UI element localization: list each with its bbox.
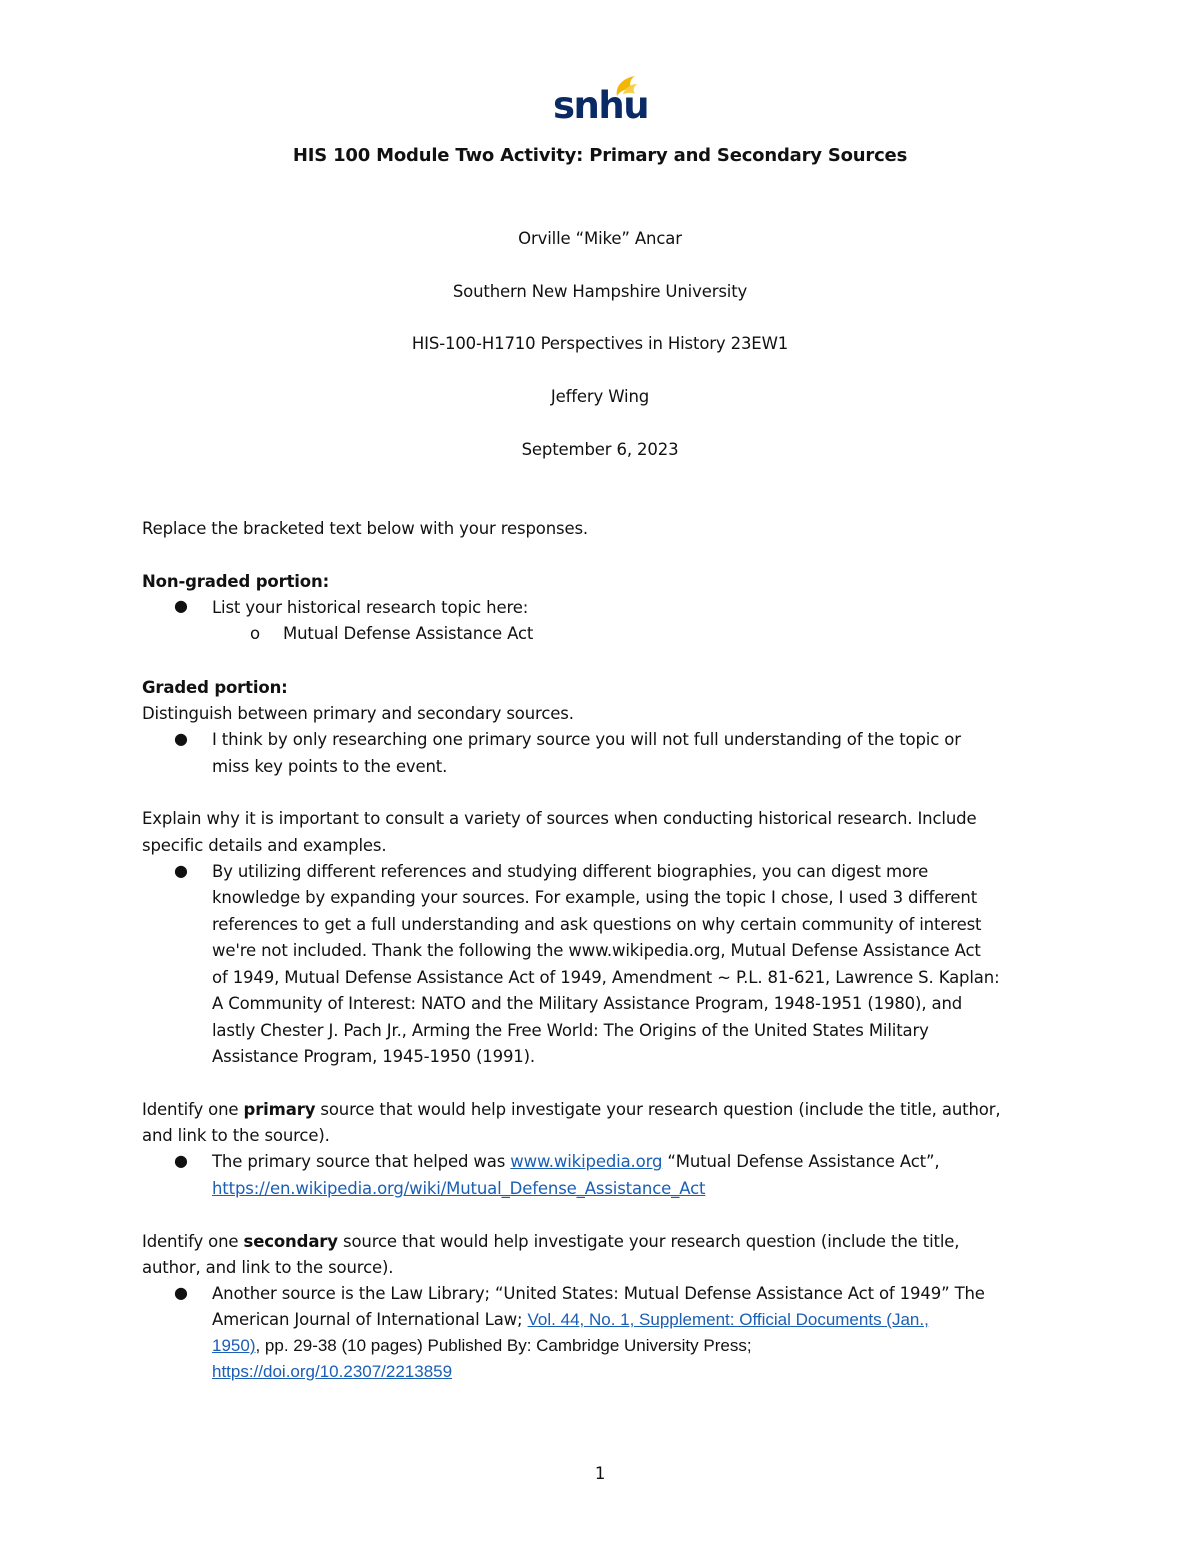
graded-answer-line: I think by only researching one primary source you will not full understanding of the topic or bbox=[212, 730, 961, 749]
bullet-icon: ● bbox=[174, 861, 188, 880]
page-number: 1 bbox=[594, 1464, 606, 1483]
primary-prompt-line2: and link to the source). bbox=[142, 1126, 330, 1145]
submission-date: September 6, 2023 bbox=[521, 440, 679, 459]
non-graded-heading: Non-graded portion: bbox=[142, 572, 330, 591]
journal-issue-link[interactable]: Vol. 44, No. 1, Supplement: Official Documents (Jan., bbox=[527, 1310, 929, 1329]
non-graded-bullet: List your historical research topic here: bbox=[212, 598, 529, 617]
bullet-icon: ● bbox=[174, 1283, 188, 1302]
snhu-logo bbox=[553, 72, 649, 132]
variety-answer-line: By utilizing different references and studying different biographies, you can digest more bbox=[212, 862, 929, 881]
secondary-answer-line bbox=[212, 1333, 752, 1359]
variety-answer-line: lastly Chester J. Pach Jr., Arming the Free World: The Origins of the United States Military bbox=[212, 1021, 929, 1040]
prompt-text: Identify one bbox=[142, 1232, 244, 1251]
primary-prompt bbox=[142, 1097, 1000, 1123]
secondary-answer-line bbox=[212, 1359, 452, 1385]
doi-link[interactable]: https://doi.org/10.2307/2213859 bbox=[212, 1362, 453, 1381]
variety-prompt-line: specific details and examples. bbox=[142, 836, 387, 855]
secondary-answer-line bbox=[212, 1307, 929, 1333]
author-name: Orville “Mike” Ancar bbox=[518, 229, 682, 248]
wikipedia-link[interactable]: www.wikipedia.org bbox=[510, 1152, 663, 1171]
answer-text: “Mutual Defense Assistance Act”, bbox=[662, 1152, 940, 1171]
prompt-text: source that would help investigate your research question (include the title, author, bbox=[315, 1100, 1001, 1119]
instructions-text: Replace the bracketed text below with your responses. bbox=[142, 519, 589, 538]
primary-answer-url-line bbox=[212, 1176, 705, 1202]
graded-answer-line: miss key points to the event. bbox=[212, 757, 448, 776]
prompt-emphasis: secondary bbox=[243, 1232, 338, 1251]
variety-answer-line: references to get a full understanding and ask questions on why certain community of interest bbox=[212, 915, 982, 934]
sub-bullet-marker: o bbox=[250, 624, 260, 643]
page-title: HIS 100 Module Two Activity: Primary and Secondary Sources bbox=[292, 145, 908, 166]
variety-answer-line: we're not included. Thank the following the www.wikipedia.org, Mutual Defense Assistance Act bbox=[212, 941, 981, 960]
instructor-name: Jeffery Wing bbox=[550, 387, 650, 406]
prompt-text: Identify one bbox=[142, 1100, 244, 1119]
prompt-emphasis: primary bbox=[243, 1100, 316, 1119]
variety-answer-line: Assistance Program, 1945-1950 (1991). bbox=[212, 1047, 536, 1066]
secondary-prompt bbox=[142, 1229, 959, 1255]
journal-issue-link-cont[interactable]: 1950) bbox=[212, 1336, 256, 1355]
answer-text: , pp. 29-38 (10 pages) Published By: Cambridge University Press; bbox=[255, 1336, 752, 1355]
bullet-icon: ● bbox=[174, 596, 188, 615]
graded-heading: Graded portion: bbox=[142, 678, 288, 697]
graded-prompt: Distinguish between primary and secondary sources. bbox=[142, 704, 574, 723]
secondary-answer-line: Another source is the Law Library; “United States: Mutual Defense Assistance Act of 1949” The bbox=[212, 1284, 985, 1303]
variety-answer-line: A Community of Interest: NATO and the Military Assistance Program, 1948-1951 (1980), and bbox=[212, 994, 963, 1013]
wikipedia-article-link[interactable]: https://en.wikipedia.org/wiki/Mutual_Defense_Assistance_Act bbox=[212, 1179, 706, 1198]
secondary-prompt-line2: author, and link to the source). bbox=[142, 1258, 394, 1277]
variety-answer-line: knowledge by expanding your sources. For example, using the topic I chose, I used 3 different bbox=[212, 888, 978, 907]
primary-answer bbox=[212, 1149, 939, 1175]
course-name: HIS-100-H1710 Perspectives in History 23EW1 bbox=[411, 334, 789, 353]
variety-prompt-line: Explain why it is important to consult a variety of sources when conducting historical research. Include bbox=[142, 809, 977, 828]
bullet-icon: ● bbox=[174, 729, 188, 748]
logo-text: snhu bbox=[553, 84, 649, 127]
bullet-icon: ● bbox=[174, 1151, 188, 1170]
university-name: Southern New Hampshire University bbox=[452, 282, 748, 301]
answer-text: American Journal of International Law; bbox=[212, 1310, 528, 1329]
answer-text: The primary source that helped was bbox=[212, 1152, 511, 1171]
research-topic: Mutual Defense Assistance Act bbox=[283, 624, 534, 643]
variety-answer-line: of 1949, Mutual Defense Assistance Act of 1949, Amendment ~ P.L. 81-621, Lawrence S. Kaplan: bbox=[212, 968, 1000, 987]
prompt-text: source that would help investigate your research question (include the title, bbox=[337, 1232, 960, 1251]
